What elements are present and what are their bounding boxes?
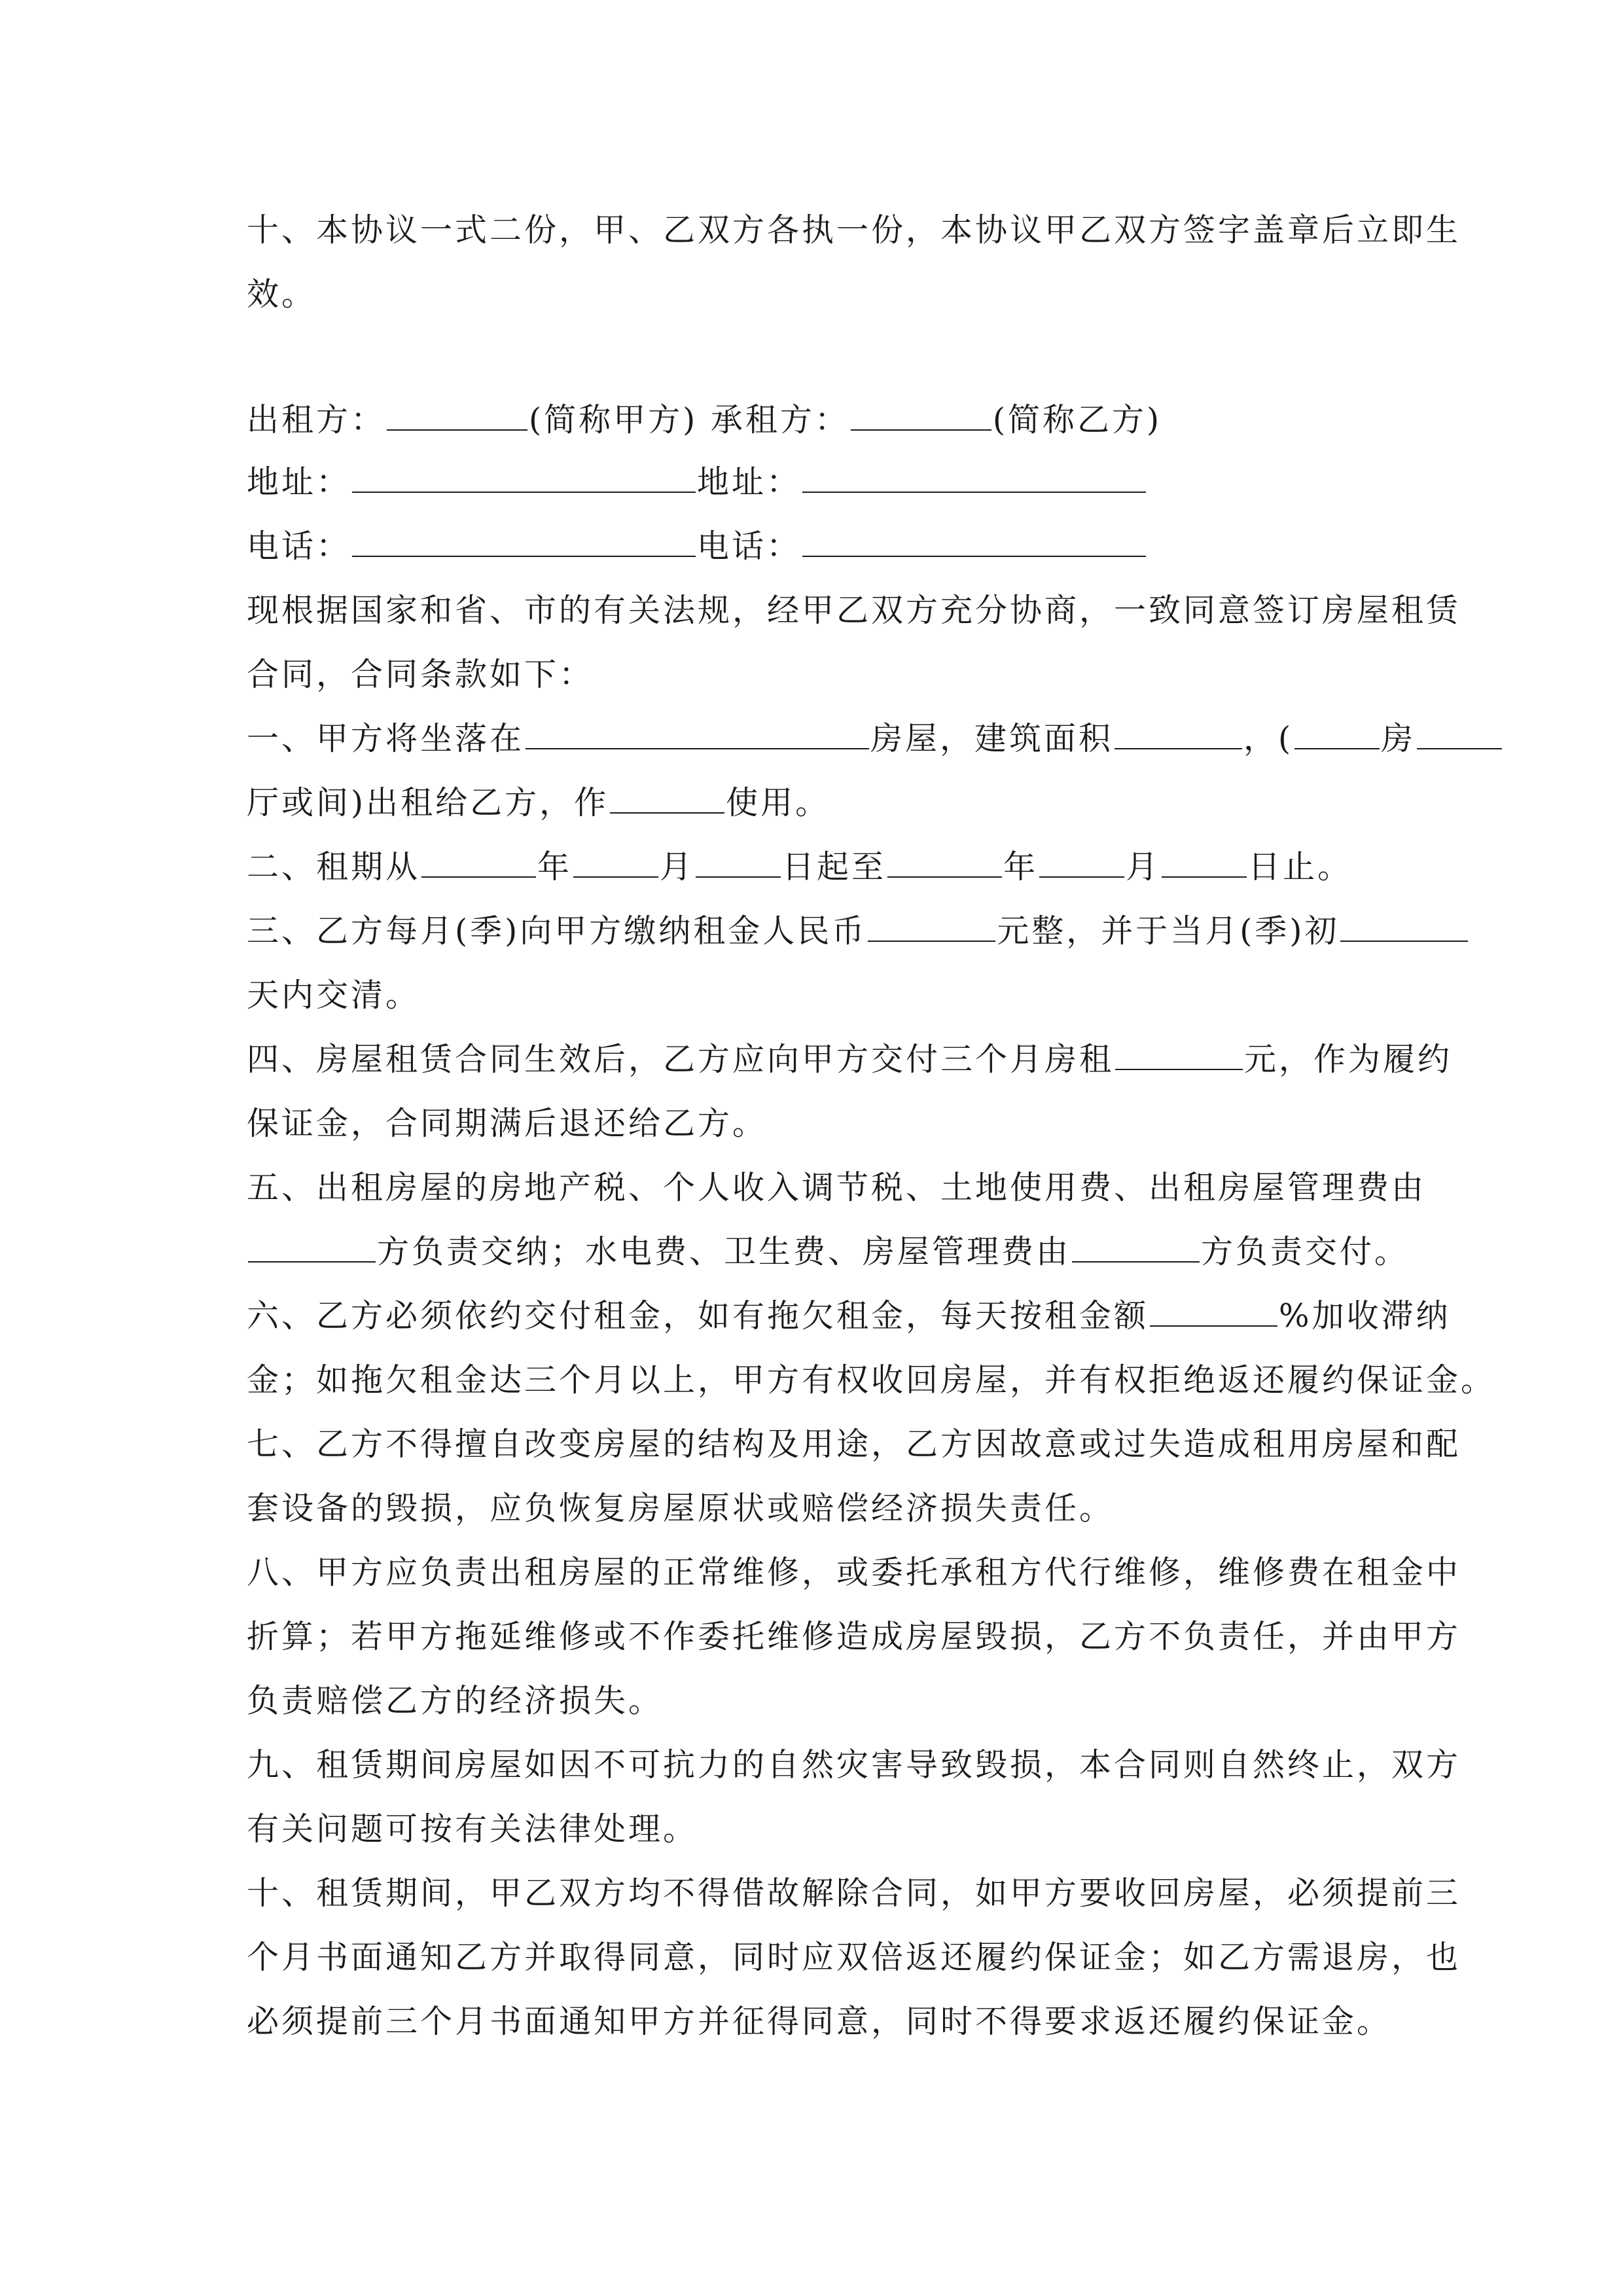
clause-text: 元，作为履约 [1244, 1041, 1453, 1078]
clause-text: 保证金，合同期满后退还给乙方。 [247, 1105, 768, 1142]
lessor-label: 出租方： [247, 401, 386, 439]
clause-text: 金；如拖欠租金达三个月以上，甲方有权收回房屋，并有权拒绝返还履约保证金。 [247, 1361, 1496, 1399]
clause-3 [247, 899, 1379, 1028]
lessee-label: 承租方： [710, 401, 849, 439]
clause-text: 二、租期从 [247, 848, 421, 886]
parties-block [247, 388, 1379, 452]
clause-text: 元整，并于当月(季)初 [997, 912, 1340, 950]
clause-9 [247, 1733, 1461, 1861]
clause-text: 天内交清。 [247, 977, 421, 1014]
lessee-address-label: 地址： [697, 463, 802, 501]
final-clause [247, 198, 1461, 327]
location-blank[interactable] [526, 710, 869, 749]
lessee-phone-blank[interactable] [802, 518, 1146, 557]
clause-7 [247, 1412, 1461, 1541]
clause-1 [247, 707, 1416, 835]
lessor-name-blank[interactable] [387, 391, 527, 431]
clause-text: 一、甲方将坐落在 [247, 720, 525, 757]
clause-text: 日止。 [1248, 848, 1353, 886]
clause-text: 负责赔偿乙方的经济损失。 [247, 1682, 664, 1719]
lessee-name-blank[interactable] [851, 391, 991, 431]
clause-text: 有关问题可按有关法律处理。 [247, 1810, 698, 1848]
lessor-address-label: 地址： [247, 463, 351, 501]
clause-text: 年 [537, 848, 573, 886]
text-line: 合同，合同条款如下： [247, 656, 594, 693]
clause-6 [247, 1284, 1496, 1412]
end-month-blank[interactable] [1039, 838, 1124, 878]
rent-amount-blank[interactable] [868, 903, 995, 942]
lessor-phone-label: 电话： [247, 528, 351, 565]
clause-text: 方负责交付。 [1201, 1233, 1410, 1270]
text-line: 十、本协议一式二份，甲、乙双方各执一份，本协议甲乙双方签字盖章后立即生 [247, 211, 1461, 249]
clause-text: 使用。 [726, 784, 830, 821]
lessee-phone-label: 电话： [697, 528, 802, 565]
clause-text: 个月书面通知乙方并取得同意，同时应双倍返还履约保证金；如乙方需退房，也 [247, 1939, 1461, 1976]
start-day-blank[interactable] [696, 838, 781, 878]
clause-text: 四、房屋租赁合同生效后，乙方应向甲方交付三个月房租 [247, 1041, 1115, 1078]
clause-text: 十、租赁期间，甲乙双方均不得借故解除合同，如甲方要收回房屋，必须提前三 [247, 1874, 1461, 1912]
clause-2 [247, 835, 1379, 899]
text-line: 效。 [247, 276, 317, 313]
deposit-blank[interactable] [1115, 1031, 1243, 1070]
end-day-blank[interactable] [1162, 838, 1247, 878]
clause-text: 九、租赁期间房屋如因不可抗力的自然灾害导致毁损，本合同则自然终止，双方 [247, 1746, 1461, 1784]
clause-text: 三、乙方每月(季)向甲方缴纳租金人民币 [247, 912, 867, 950]
tax-payer-blank[interactable] [248, 1223, 376, 1263]
payment-days-blank[interactable] [1340, 903, 1468, 942]
clause-text: 方负责交纳；水电费、卫生费、房屋管理费由 [377, 1233, 1071, 1270]
clause-text: 折算；若甲方拖延维修或不作委托维修造成房屋毁损，乙方不负责任，并由甲方 [247, 1618, 1461, 1655]
preamble [247, 579, 1461, 707]
halls-blank[interactable] [1417, 710, 1502, 749]
usage-blank[interactable] [610, 774, 724, 814]
clause-10 [247, 1861, 1461, 2054]
clause-text: 日起至 [782, 848, 887, 886]
clause-text: 必须提前三个月书面通知甲方并征得同意，同时不得要求返还履约保证金。 [247, 2003, 1392, 2040]
lessor-phone-blank[interactable] [352, 518, 696, 557]
clause-text: 月 [1126, 848, 1161, 886]
clause-text: 房 [1381, 720, 1416, 757]
late-fee-blank[interactable] [1150, 1287, 1277, 1327]
clause-text: ，( [1243, 720, 1294, 757]
start-month-blank[interactable] [573, 838, 658, 878]
clause-text: 厅或间)出租给乙方，作 [247, 784, 609, 821]
rooms-blank[interactable] [1294, 710, 1380, 749]
clause-text: 六、乙方必须依约交付租金，如有拖欠租金，每天按租金额 [247, 1297, 1149, 1335]
lessor-suffix: (简称甲方) [529, 401, 698, 439]
start-year-blank[interactable] [421, 838, 536, 878]
lessee-address-blank[interactable] [802, 454, 1146, 493]
clause-8 [247, 1541, 1461, 1733]
lessee-suffix: (简称乙方) [992, 401, 1162, 439]
party-names-line [247, 388, 1379, 452]
clause-5 [247, 1156, 1427, 1284]
clause-text: 月 [660, 848, 695, 886]
clause-text: 七、乙方不得擅自改变房屋的结构及用途，乙方因故意或过失造成租用房屋和配 [247, 1426, 1461, 1463]
area-blank[interactable] [1115, 710, 1242, 749]
clause-4 [247, 1028, 1453, 1156]
phone-line [247, 514, 1379, 579]
clause-text: 五、出租房屋的房地产税、个人收入调节税、土地使用费、出租房屋管理费由 [247, 1169, 1427, 1206]
lessor-address-blank[interactable] [352, 454, 696, 493]
address-line [247, 450, 1379, 514]
clause-text: 年 [1003, 848, 1039, 886]
clause-text: %加收滞纳 [1279, 1297, 1451, 1335]
clause-text: 套设备的毁损，应负恢复房屋原状或赔偿经济损失责任。 [247, 1490, 1115, 1527]
clause-text: 八、甲方应负责出租房屋的正常维修，或委托承租方代行维修，维修费在租金中 [247, 1554, 1461, 1591]
utility-payer-blank[interactable] [1072, 1223, 1200, 1263]
end-year-blank[interactable] [887, 838, 1002, 878]
clause-text: 房屋，建筑面积 [870, 720, 1114, 757]
text-line: 现根据国家和省、市的有关法规，经甲乙双方充分协商，一致同意签订房屋租赁 [247, 592, 1461, 629]
